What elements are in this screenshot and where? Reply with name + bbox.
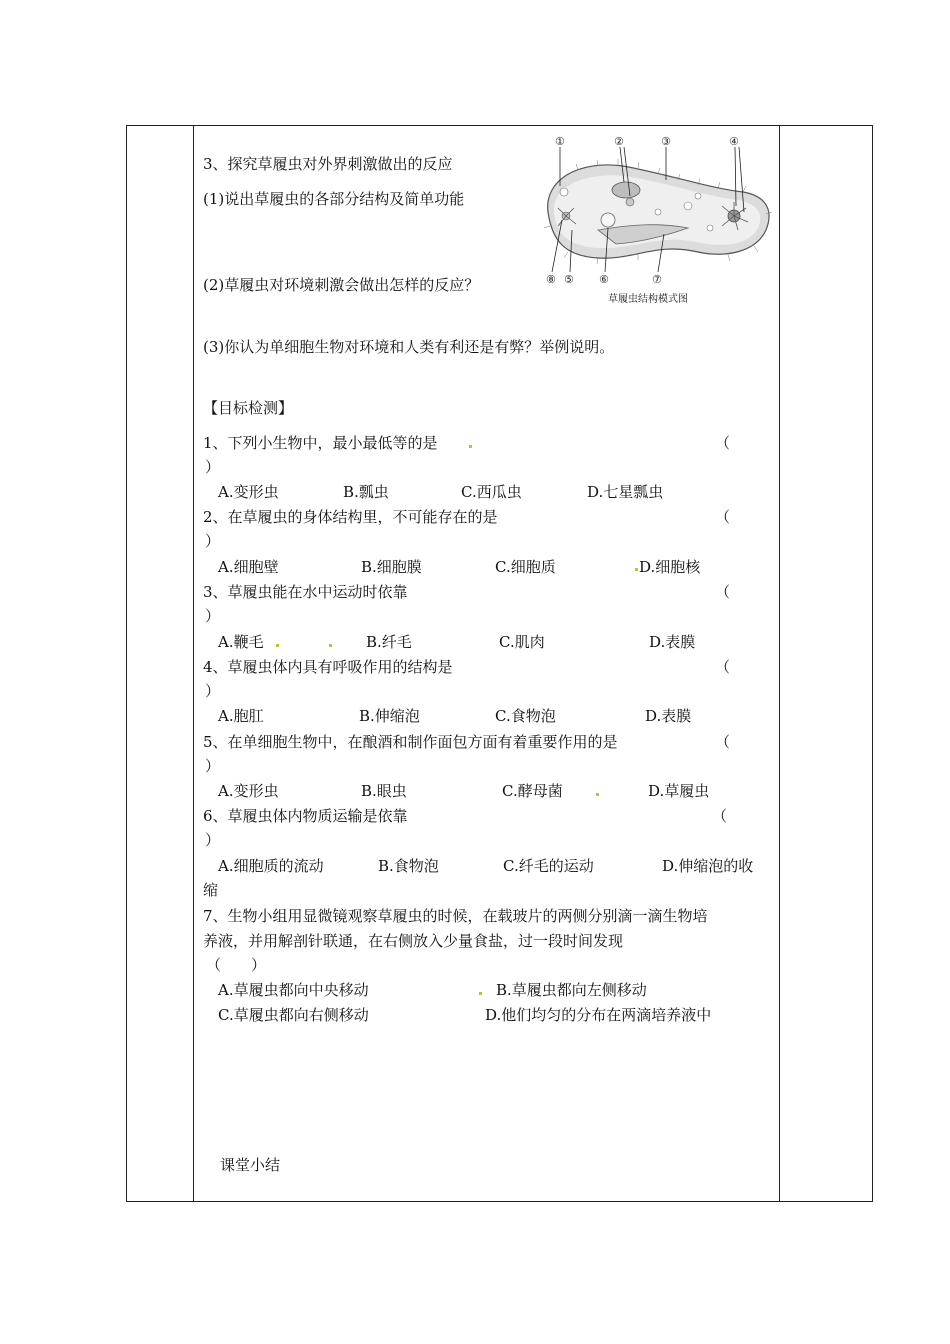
question-3-option-a: A.鞭毛 [218, 633, 264, 651]
question-2-paren-open: （ [715, 508, 731, 526]
question-1-paren-close: ） [205, 458, 221, 476]
question-3-option-b: B.纤毛 [366, 633, 412, 651]
question-4-option-b: B.伸缩泡 [359, 707, 420, 725]
question-3-paren-close: ） [205, 607, 221, 625]
question-2-option-b: B.细胞膜 [361, 558, 422, 576]
granule [707, 225, 713, 231]
question-7-stem-line2: 养液，并用解剖针联通，在右侧放入少量食盐，过一段时间发现 [203, 932, 624, 950]
column-divider-left [193, 126, 194, 1201]
question-4-option-a: A.胞肛 [218, 707, 264, 725]
question-1-option-a: A.变形虫 [218, 483, 279, 501]
diagram-label-2: ② [614, 135, 624, 148]
question-5-stem: 5、在单细胞生物中，在酿酒和制作面包方面有着重要作用的是 [203, 733, 618, 751]
question-2-paren-close: ） [205, 532, 221, 550]
diagram-label-4: ④ [729, 135, 739, 148]
macronucleus [612, 182, 640, 198]
diagram-label-8: ⑧ [546, 273, 556, 286]
diagram-label-5: ⑤ [564, 273, 574, 286]
highlight-mark [596, 793, 599, 796]
question-4-stem: 4、草履虫体内具有呼吸作用的结构是 [203, 658, 453, 676]
question-1-option-d: D.七星瓢虫 [587, 483, 664, 501]
question-5-paren-open: （ [715, 733, 731, 751]
question-5-option-a: A.变形虫 [218, 782, 279, 800]
diagram-label-3: ③ [661, 135, 671, 148]
question-4-option-d: D.表膜 [645, 707, 692, 725]
diagram-label-6: ⑥ [599, 273, 609, 286]
granule [684, 202, 692, 210]
question-7-option-b: B.草履虫都向左侧移动 [496, 981, 647, 999]
question-6-option-a: A.细胞质的流动 [218, 857, 324, 875]
question-3-paren-open: （ [715, 583, 731, 601]
question-6-option-b: B.食物泡 [378, 857, 439, 875]
section-3-q1: (1)说出草履虫的各部分结构及简单功能 [203, 190, 465, 208]
question-6-option-d: D.伸缩泡的收 [662, 857, 754, 875]
question-7-option-c: C.草履虫都向右侧移动 [218, 1006, 369, 1024]
question-6-paren-close: ） [205, 831, 221, 849]
diagram-caption: 草履虫结构模式图 [608, 294, 688, 305]
lesson-summary: 课堂小结 [220, 1156, 281, 1174]
question-4-paren-open: （ [715, 658, 731, 676]
question-1-option-c: C.西瓜虫 [461, 483, 522, 501]
question-1-stem: 1、下列小生物中，最小最低等的是 [203, 434, 438, 452]
question-1-paren-open: （ [715, 434, 731, 452]
granule [695, 193, 701, 199]
question-3-stem: 3、草履虫能在水中运动时依靠 [203, 583, 408, 601]
section-3-q2: (2)草履虫对环境刺激会做出怎样的反应？ [203, 276, 480, 294]
highlight-mark [479, 992, 482, 995]
question-4-option-c: C.食物泡 [495, 707, 556, 725]
micronucleus [626, 198, 634, 206]
question-6-option-wrap: 缩 [203, 881, 219, 899]
question-2-option-c: C.细胞质 [495, 558, 556, 576]
question-5-paren-close: ） [205, 757, 221, 775]
question-1-option-b: B.瓢虫 [343, 483, 389, 501]
question-6-stem: 6、草履虫体内物质运输是依靠 [203, 807, 408, 825]
question-6-paren-open: （ [712, 807, 728, 825]
question-2-option-d: D.细胞核 [639, 558, 701, 576]
highlight-mark [276, 644, 279, 647]
question-2-option-a: A.细胞壁 [218, 558, 279, 576]
question-7-option-d: D.他们均匀的分布在两滴培养液中 [485, 1006, 712, 1024]
diagram-label-7: ⑦ [652, 273, 662, 286]
diagram-label-1: ① [555, 135, 565, 148]
highlight-mark [329, 644, 332, 647]
vacuole-small [560, 188, 568, 196]
question-7-stem-line1: 7、生物小组用显微镜观察草履虫的时候，在载玻片的两侧分别滴一滴生物培 [203, 907, 708, 925]
question-2-stem: 2、在草履虫的身体结构里，不可能存在的是 [203, 508, 498, 526]
target-check-heading: 【目标检测】 [203, 399, 294, 417]
question-3-option-c: C.肌肉 [499, 633, 545, 651]
column-divider-right [779, 126, 780, 1201]
highlight-mark [635, 568, 638, 571]
question-3-option-d: D.表膜 [649, 633, 696, 651]
paramecium-diagram [538, 130, 778, 305]
section-3-q3: (3)你认为单细胞生物对环境和人类有利还是有弊？举例说明。 [203, 338, 615, 356]
question-6-option-c: C.纤毛的运动 [503, 857, 594, 875]
food-vacuole [601, 213, 615, 227]
question-7-paren: （ ） [206, 956, 267, 974]
question-5-option-b: B.眼虫 [361, 782, 407, 800]
question-5-option-c: C.酵母菌 [502, 782, 563, 800]
granule [655, 209, 661, 215]
highlight-mark [469, 445, 472, 448]
question-4-paren-close: ） [205, 682, 221, 700]
question-5-option-d: D.草履虫 [648, 782, 710, 800]
section-3-title: 3、探究草履虫对外界刺激做出的反应 [203, 155, 453, 173]
question-7-option-a: A.草履虫都向中央移动 [218, 981, 369, 999]
